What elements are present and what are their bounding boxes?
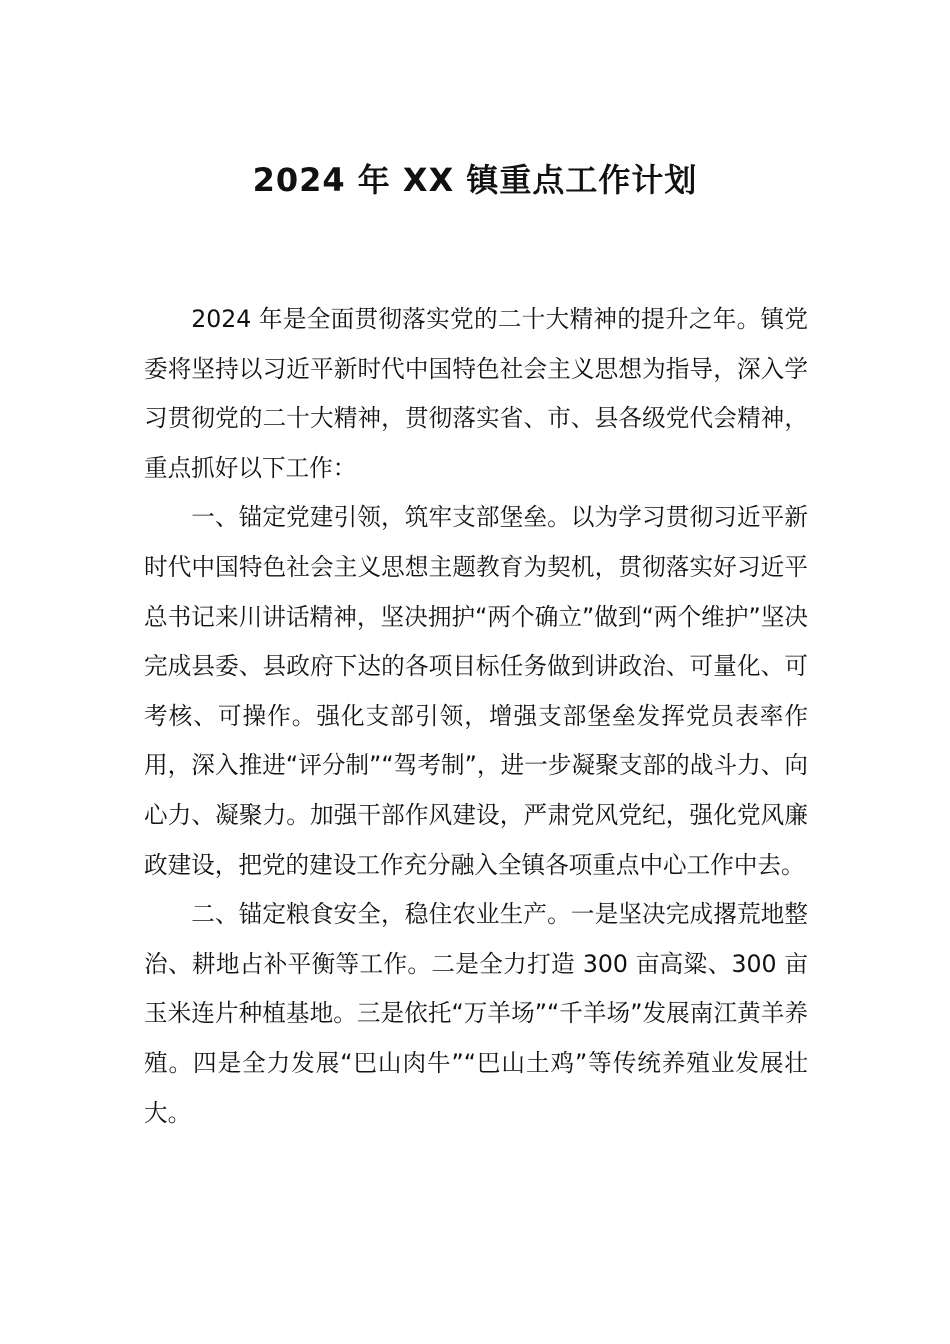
paragraph-intro: 2024 年是全面贯彻落实党的二十大精神的提升之年。镇党委将坚持以习近平新时代中国特色社会主义思想为指导，深入学习贯彻党的二十大精神，贯彻落实省、市、县各级党代会精神，重点抓好以下工作： — [144, 305, 808, 482]
paragraph-food-security: 二、锚定粮食安全，稳住农业生产。一是坚决完成撂荒地整治、耕地占补平衡等工作。二是全力打造 300 亩高粱、300 亩玉米连片种植基地。三是依托“万羊场”“千羊场”发展南江黄羊养殖。四是全力发展“巴山肉牛”“巴山土鸡”等传统养殖业发展壮大。 — [144, 900, 808, 1127]
document-body — [144, 295, 808, 1138]
document-title: 2024 年 XX 镇重点工作计划 — [252, 161, 698, 199]
paragraph-party-building: 一、锚定党建引领，筑牢支部堡垒。以为学习贯彻习近平新时代中国特色社会主义思想主题教育为契机，贯彻落实好习近平总书记来川讲话精神，坚决拥护“两个确立”做到“两个维护”坚决完成县委、县政府下达的各项目标任务做到讲政治、可量化、可考核、可操作。强化支部引领，增强支部堡垒发挥党员表率作用，深入推进“评分制”“驾考制”，进一步凝聚支部的战斗力、向心力、凝聚力。加强干部作风建设，严肃党风党纪，强化党风廉政建设，把党的建设工作充分融入全镇各项重点中心工作中去。 — [144, 503, 808, 879]
